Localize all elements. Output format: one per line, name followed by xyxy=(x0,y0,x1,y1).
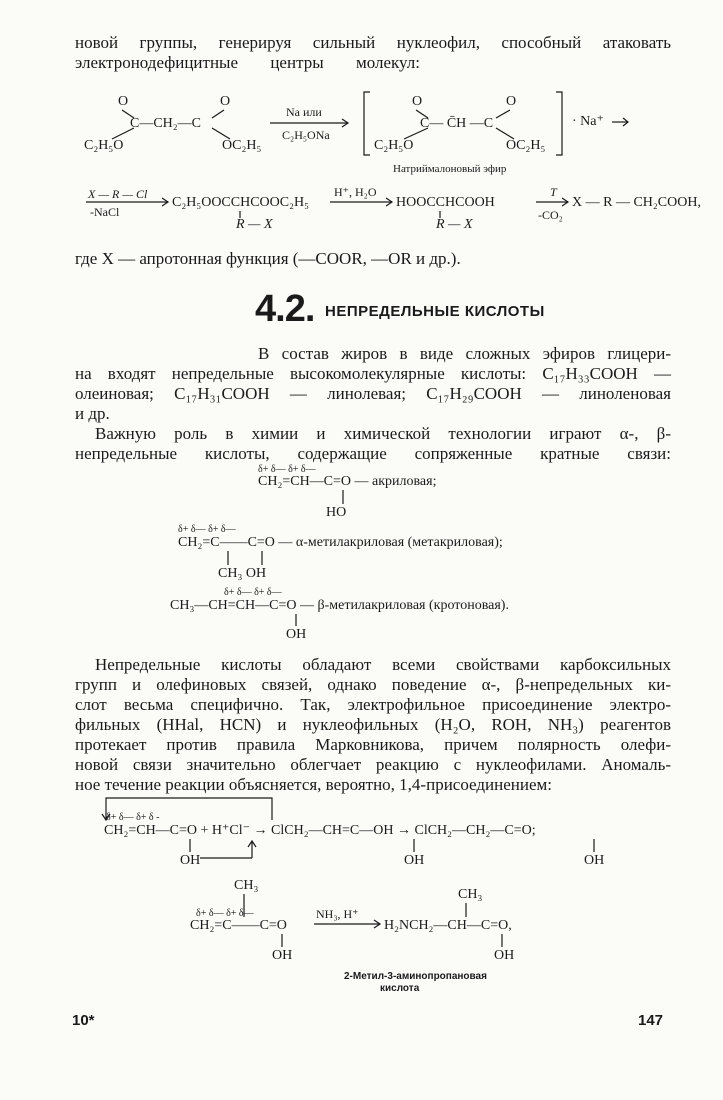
right-chain: C— C̄H —C xyxy=(420,116,494,131)
left-chain: C—CH₂—C xyxy=(130,116,202,131)
para3-line-5: протекает против правила Марковникова, причем полярность олефи- xyxy=(75,735,671,754)
para2-line-2: непредельные кислоты, содержащие сопряженные кратные связи: xyxy=(75,444,671,463)
para3-line-2: групп и олефиновых связей, однако поведение α-, β-непредельных ки- xyxy=(75,675,671,694)
addition-formula: CH₂=CH—C=O + H⁺Cl⁻ → ClCH₂—CH=C—OH → ClCH₂—CH₂—C=O; xyxy=(104,823,536,838)
sodium-cation: · Na⁺ xyxy=(572,114,604,129)
para1-line-4: и др. xyxy=(75,404,110,423)
addition-oh-1: OH xyxy=(180,853,201,868)
addition-oh-3: OH xyxy=(584,853,605,868)
para3-line-3: слот весьма специфично. Так, электрофильное присоединение электро- xyxy=(75,695,671,714)
amino-formula: CH₂=C——C=O xyxy=(190,918,287,933)
diester-product: C₂H₅OOCCHCOOC₂H₅ xyxy=(172,195,309,210)
crotonic-formula: CH₃—CH=CH—C=O — β-метилакриловая (кротоновая). xyxy=(170,598,509,613)
section-title: НЕПРЕДЕЛЬНЫЕ КИСЛОТЫ xyxy=(325,303,545,320)
diacid-substituent: R — X xyxy=(436,217,473,232)
para1-line-1: В состав жиров в виде сложных эфиров глицери- xyxy=(258,344,671,363)
malonic-caption: Натриймалоновый эфир xyxy=(393,163,507,175)
footer-signature-mark: 10* xyxy=(72,1012,95,1029)
amino-charges: δ+ δ— δ+ δ— xyxy=(196,908,254,919)
para3-line-4: фильных (HHal, HCN) и нуклеофильных (H₂O, ROH, NH₃) реагентов xyxy=(75,715,671,734)
para3-line-1: Непредельные кислоты обладают всеми свойствами карбоксильных xyxy=(95,655,671,674)
step4-condition: T xyxy=(550,185,557,199)
right-o1: O xyxy=(412,94,423,109)
addition-oh-2: OH xyxy=(404,853,425,868)
para2-line-1: Важную роль в химии и химической технологии играют α-, β- xyxy=(95,424,671,443)
amino-product-oh: OH xyxy=(494,948,515,963)
crotonic-charges: δ+ δ— δ+ δ— xyxy=(224,587,282,598)
amino-reagent: NH₃, H⁺ xyxy=(316,907,359,921)
amino-product: H₂NCH₂—CH—C=O, xyxy=(384,918,512,933)
metacrylic-substituents: CH₃ OH xyxy=(218,566,267,581)
metacrylic-charges: δ+ δ— δ+ δ— xyxy=(178,524,236,535)
right-oc2h5: OC₂H₅ xyxy=(506,138,546,153)
acrylic-charges: δ+ δ— δ+ δ— xyxy=(258,464,316,475)
intro-line-2: электронодефицитные центры молекул: xyxy=(75,53,420,72)
acrylic-ho: HO xyxy=(326,505,347,520)
page-number: 147 xyxy=(638,1012,664,1029)
step2-reagent: X — R — Cl xyxy=(88,187,148,201)
step3-reagent: H⁺, H₂O xyxy=(334,185,377,199)
metacrylic-formula: CH₂=C——C=O — α-метилакриловая (метакриловая); xyxy=(178,535,503,550)
amino-ch3: CH₃ xyxy=(234,878,259,893)
step4-byproduct: -CO₂ xyxy=(538,208,563,222)
where-line: где X — апротонная функция (—COOR, —OR и др.). xyxy=(75,249,461,268)
para3-line-7: ное течение реакции объясняется, вероятно, 1,4-присоединением: xyxy=(75,775,552,794)
final-product: X — R — CH₂COOH, xyxy=(572,195,701,210)
section-number: 4.2. xyxy=(255,288,315,330)
amino-oh: OH xyxy=(272,948,293,963)
para1-line-3: олеиновая; C₁₇H₃₁COOH — линолевая; C₁₇H₂₉COOH — линоленовая xyxy=(75,384,671,403)
amino-product-ch3: CH₃ xyxy=(458,887,483,902)
amino-caption-1: 2-Метил-3-аминопропановая xyxy=(344,971,487,982)
left-c2h5o: C₂H₅O xyxy=(84,138,124,153)
addition-charges: δ+ δ— δ+ δ - xyxy=(106,812,160,823)
para3-line-6: новой связи значительно облегчает реакцию с нуклеофилами. Аномаль- xyxy=(75,755,671,774)
left-o2: O xyxy=(220,94,231,109)
para1-line-2: на входят непредельные высокомолекулярные кислоты: C₁₇H₃₃COOH — xyxy=(75,364,671,383)
reagent-bottom: C₂H₅ONa xyxy=(282,128,330,142)
step2-byproduct: -NaCl xyxy=(90,205,120,219)
left-o1: O xyxy=(118,94,129,109)
left-oc2h5: OC₂H₅ xyxy=(222,138,262,153)
reagent-top: Na или xyxy=(286,105,322,119)
right-o2: O xyxy=(506,94,517,109)
right-c2h5o: C₂H₅O xyxy=(374,138,414,153)
acrylic-formula: CH₂=CH—C=O — акриловая; xyxy=(258,474,437,489)
diester-substituent: R — X xyxy=(236,217,273,232)
intro-line-1: новой группы, генерируя сильный нуклеофил, способный атаковать xyxy=(75,33,671,52)
crotonic-oh: OH xyxy=(286,627,307,642)
amino-caption-2: кислота xyxy=(380,983,420,994)
diacid-product: HOOCCHCOOH xyxy=(396,195,495,210)
